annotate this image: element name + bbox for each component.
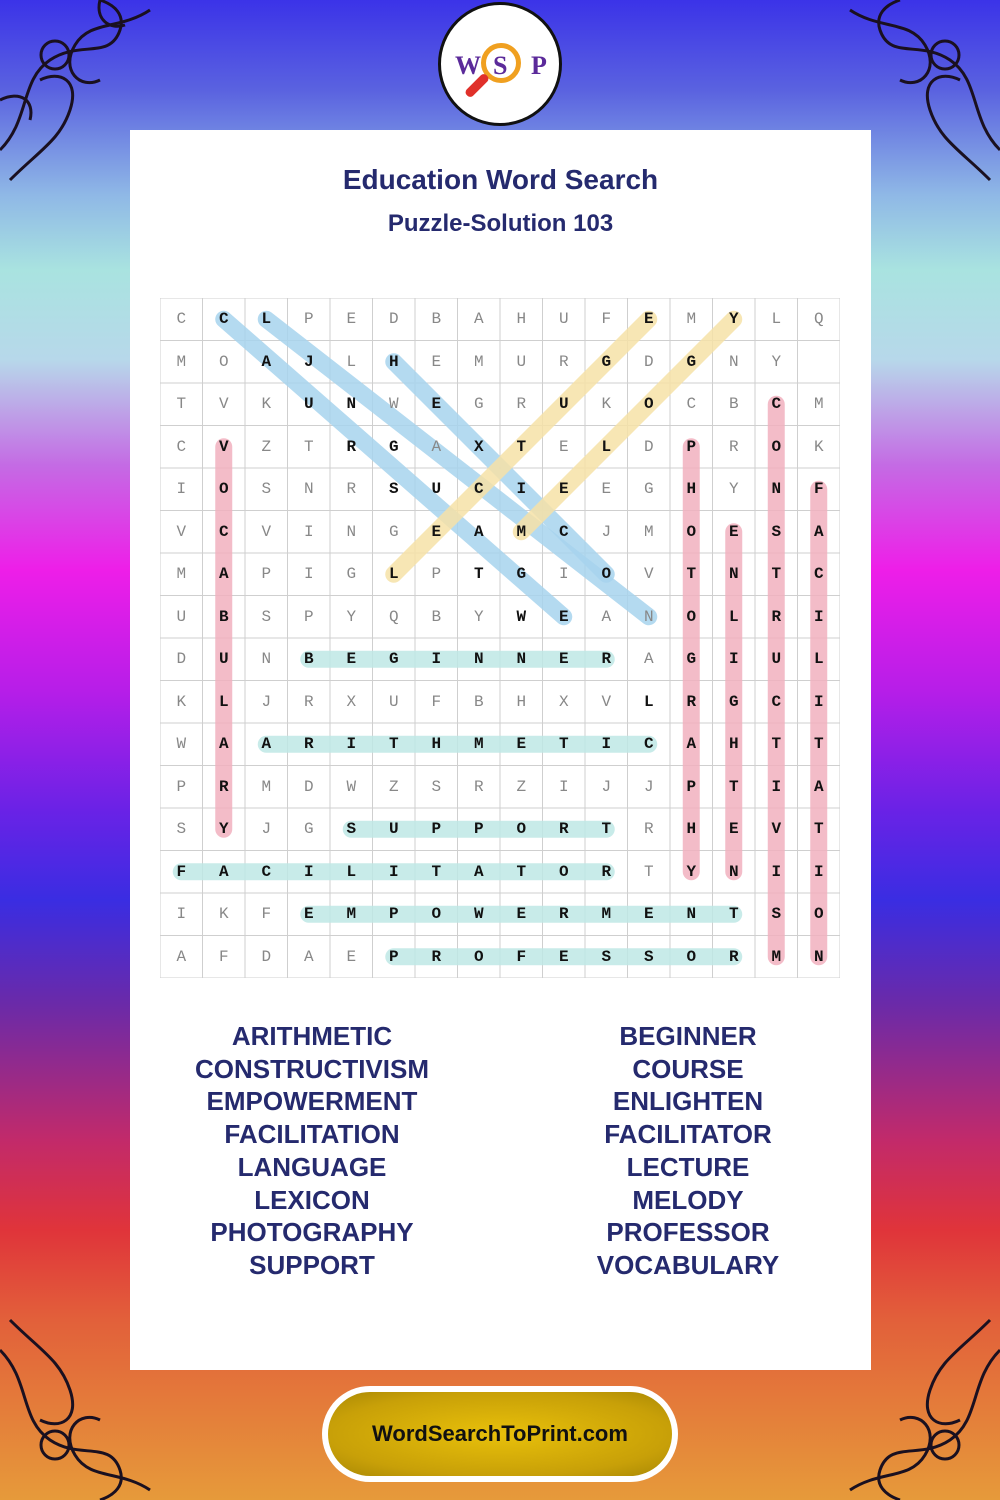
grid-cell[interactable]: G bbox=[346, 565, 357, 583]
grid-cell[interactable]: Z bbox=[261, 437, 272, 456]
grid-cell[interactable]: I bbox=[728, 650, 739, 668]
page-subtitle: Puzzle-Solution 103 bbox=[387, 210, 614, 237]
grid-cell[interactable]: G bbox=[686, 650, 697, 668]
grid-cell[interactable]: S bbox=[771, 522, 782, 541]
grid-cell[interactable]: L bbox=[771, 310, 782, 328]
grid-cell[interactable]: P bbox=[388, 947, 399, 966]
grid-cell[interactable]: F bbox=[218, 947, 229, 966]
grid-cell[interactable]: E bbox=[643, 310, 654, 328]
grid-cell[interactable]: R bbox=[218, 777, 229, 796]
grid-cell[interactable]: A bbox=[473, 310, 484, 328]
grid-cell[interactable]: F bbox=[176, 862, 187, 881]
grid-cell[interactable]: X bbox=[473, 437, 484, 456]
grid-cell[interactable]: P bbox=[303, 310, 314, 328]
grid-cell[interactable]: C bbox=[643, 735, 654, 753]
grid-cell[interactable]: B bbox=[431, 310, 442, 328]
grid-cell[interactable]: P bbox=[686, 437, 697, 456]
grid-cell[interactable]: R bbox=[771, 607, 782, 626]
grid-cell[interactable]: P bbox=[303, 607, 314, 626]
grid-cell[interactable]: C bbox=[771, 692, 782, 711]
grid-cell[interactable]: I bbox=[813, 607, 824, 626]
grid-cell[interactable]: A bbox=[218, 565, 229, 583]
grid-cell[interactable]: H bbox=[388, 352, 399, 371]
grid-cell[interactable]: S bbox=[431, 777, 442, 796]
grid-cell[interactable]: E bbox=[346, 650, 357, 668]
grid-cell[interactable]: G bbox=[643, 480, 654, 498]
grid-cell[interactable]: A bbox=[261, 352, 272, 371]
grid-cell[interactable]: E bbox=[558, 437, 569, 456]
grid-cell[interactable]: T bbox=[516, 437, 527, 456]
grid-cell[interactable]: A bbox=[261, 735, 272, 753]
grid-cell[interactable]: U bbox=[218, 650, 229, 668]
grid-cell[interactable]: M bbox=[176, 352, 187, 371]
grid-cell[interactable]: K bbox=[813, 437, 824, 456]
grid-cell[interactable]: F bbox=[261, 905, 272, 923]
grid-cell[interactable]: R bbox=[558, 905, 569, 923]
grid-cell[interactable]: R bbox=[686, 692, 697, 711]
grid-cell[interactable]: H bbox=[516, 310, 527, 328]
grid-cell[interactable]: L bbox=[346, 862, 357, 881]
grid-cell[interactable]: Y bbox=[728, 480, 739, 498]
grid-cell[interactable]: W bbox=[176, 735, 187, 753]
grid-cell[interactable]: U bbox=[771, 650, 782, 668]
grid-cell[interactable]: O bbox=[558, 862, 569, 881]
grid-cell[interactable]: T bbox=[771, 735, 782, 753]
grid-cell[interactable]: R bbox=[473, 777, 484, 796]
grid-cell[interactable]: N bbox=[728, 565, 739, 583]
grid-cell[interactable]: P bbox=[176, 777, 187, 796]
grid-cell[interactable]: W bbox=[473, 905, 484, 923]
grid-cell[interactable]: E bbox=[516, 905, 527, 923]
grid-cell[interactable]: V bbox=[261, 522, 272, 541]
grid-cell[interactable]: R bbox=[643, 820, 654, 838]
grid-cell[interactable]: N bbox=[728, 352, 739, 371]
grid-cell[interactable]: E bbox=[431, 522, 442, 541]
grid-cell[interactable]: F bbox=[601, 310, 612, 328]
grid-cell[interactable]: T bbox=[728, 777, 739, 796]
grid-cell[interactable]: I bbox=[516, 480, 527, 498]
grid-cell[interactable]: N bbox=[261, 650, 272, 668]
grid-cell[interactable]: E bbox=[558, 947, 569, 966]
word-list-item: COURSE bbox=[632, 1053, 744, 1084]
logo-letter-p: P bbox=[531, 51, 547, 80]
grid-cell[interactable]: H bbox=[686, 820, 697, 838]
grid-cell[interactable]: N bbox=[516, 650, 527, 668]
word-list-item: FACILITATOR bbox=[604, 1119, 772, 1150]
grid-cell[interactable]: J bbox=[643, 777, 654, 796]
grid-cell[interactable]: V bbox=[218, 395, 229, 413]
grid-cell[interactable]: I bbox=[388, 862, 399, 881]
grid-cell[interactable]: C bbox=[218, 310, 229, 328]
grid-cell[interactable]: S bbox=[388, 480, 399, 498]
grid-cell[interactable]: C bbox=[813, 565, 824, 583]
grid-cell[interactable]: R bbox=[728, 437, 739, 456]
page-title: Education Word Search bbox=[342, 164, 659, 195]
grid-cell[interactable]: Z bbox=[516, 777, 527, 796]
grid-cell[interactable]: F bbox=[813, 480, 824, 498]
grid-cell[interactable]: A bbox=[218, 862, 229, 881]
grid-cell[interactable]: T bbox=[303, 437, 314, 456]
grid-cell[interactable]: F bbox=[431, 692, 442, 711]
word-list-item: CONSTRUCTIVISM bbox=[195, 1053, 429, 1084]
grid-cell[interactable]: J bbox=[601, 522, 612, 541]
grid-cell[interactable]: R bbox=[303, 735, 314, 753]
grid-cell[interactable]: L bbox=[813, 650, 824, 668]
grid-cell[interactable]: R bbox=[558, 820, 569, 838]
grid-cell[interactable]: O bbox=[601, 565, 612, 583]
grid-cell[interactable]: E bbox=[728, 820, 739, 838]
grid-cell[interactable]: Y bbox=[346, 607, 357, 626]
grid-cell[interactable]: I bbox=[813, 692, 824, 711]
grid-cell[interactable]: D bbox=[303, 777, 314, 796]
grid-cell[interactable]: L bbox=[388, 565, 399, 583]
grid-cell[interactable]: Q bbox=[388, 607, 399, 626]
grid-cell[interactable]: I bbox=[558, 565, 569, 583]
grid-cell[interactable]: A bbox=[473, 862, 484, 881]
grid-cell[interactable]: N bbox=[728, 862, 739, 881]
grid-cell[interactable]: S bbox=[346, 820, 357, 838]
word-list-item: ARITHMETIC bbox=[231, 1021, 393, 1051]
grid-cell[interactable]: N bbox=[303, 480, 314, 498]
grid-cell[interactable]: L bbox=[346, 352, 357, 371]
grid-cell[interactable]: I bbox=[431, 650, 442, 668]
grid-cell[interactable]: M bbox=[176, 565, 187, 583]
grid-cell[interactable]: M bbox=[516, 522, 527, 541]
grid-cell[interactable]: I bbox=[303, 565, 314, 583]
grid-cell[interactable]: U bbox=[431, 480, 442, 498]
grid-cell[interactable]: X bbox=[346, 692, 357, 711]
grid-cell[interactable]: A bbox=[601, 607, 612, 626]
grid-cell[interactable]: V bbox=[218, 437, 229, 456]
word-list-left bbox=[122, 1020, 502, 1282]
grid-cell[interactable]: O bbox=[643, 395, 654, 413]
grid-cell[interactable]: R bbox=[516, 395, 527, 413]
grid-cell[interactable]: C bbox=[261, 862, 272, 881]
grid-cell[interactable]: G bbox=[303, 820, 314, 838]
grid-cell[interactable]: C bbox=[686, 395, 697, 413]
grid-cell[interactable]: O bbox=[473, 947, 484, 966]
grid-cell[interactable]: O bbox=[813, 905, 824, 923]
grid-cell[interactable]: E bbox=[558, 480, 569, 498]
grid-cell[interactable]: K bbox=[176, 692, 187, 711]
grid-cell[interactable]: P bbox=[686, 777, 697, 796]
grid-cell[interactable]: I bbox=[771, 777, 782, 796]
grid-cell[interactable]: D bbox=[643, 352, 654, 371]
site-logo[interactable] bbox=[438, 2, 562, 126]
grid-cell[interactable]: G bbox=[728, 692, 739, 711]
grid-cell[interactable]: R bbox=[601, 650, 612, 668]
grid-cell[interactable]: M bbox=[473, 735, 484, 753]
grid-cell[interactable]: U bbox=[558, 310, 569, 328]
grid-cell[interactable]: B bbox=[218, 607, 229, 626]
grid-cell[interactable]: E bbox=[431, 352, 442, 371]
grid-cell[interactable]: Y bbox=[728, 310, 739, 328]
grid-cell[interactable]: N bbox=[643, 607, 654, 626]
grid-cell[interactable]: D bbox=[176, 650, 187, 668]
grid-cell[interactable]: O bbox=[686, 522, 697, 541]
grid-cell[interactable]: W bbox=[388, 395, 399, 413]
grid-cell[interactable]: L bbox=[728, 607, 739, 626]
grid-cell[interactable]: O bbox=[686, 947, 697, 966]
grid-cell[interactable]: B bbox=[303, 650, 314, 668]
grid-cell[interactable]: D bbox=[643, 437, 654, 456]
grid-cell[interactable]: A bbox=[303, 947, 314, 966]
grid-cell[interactable]: S bbox=[771, 905, 782, 923]
grid-cell[interactable]: T bbox=[813, 820, 824, 838]
grid-cell[interactable]: R bbox=[303, 692, 314, 711]
word-list-item: LECTURE bbox=[626, 1151, 750, 1182]
grid-cell[interactable]: N bbox=[473, 650, 484, 668]
grid-cell[interactable]: T bbox=[473, 565, 484, 583]
grid-cell[interactable]: I bbox=[601, 735, 612, 753]
grid-cell[interactable]: L bbox=[261, 310, 272, 328]
grid-cell[interactable]: O bbox=[771, 437, 782, 456]
grid-cell[interactable]: R bbox=[346, 480, 357, 498]
grid-cell[interactable]: K bbox=[218, 905, 229, 923]
grid-cell[interactable]: M bbox=[686, 310, 697, 328]
grid-cell[interactable]: R bbox=[558, 352, 569, 371]
grid-cell[interactable]: L bbox=[218, 692, 229, 711]
grid-cell[interactable]: N bbox=[771, 480, 782, 498]
grid-cell[interactable]: M bbox=[771, 947, 782, 966]
grid-cell[interactable]: I bbox=[303, 862, 314, 881]
grid-cell[interactable]: U bbox=[516, 352, 527, 371]
grid-cell[interactable]: U bbox=[388, 692, 399, 711]
grid-cell[interactable]: J bbox=[303, 352, 314, 371]
grid-cell[interactable]: A bbox=[176, 947, 187, 966]
grid-cell[interactable]: E bbox=[558, 650, 569, 668]
grid-cell[interactable]: O bbox=[686, 607, 697, 626]
grid-cell[interactable]: S bbox=[261, 607, 272, 626]
grid-cell[interactable]: M bbox=[261, 777, 272, 796]
grid-cell[interactable]: V bbox=[771, 820, 782, 838]
grid-cell[interactable]: C bbox=[218, 522, 229, 541]
grid-cell[interactable]: T bbox=[771, 565, 782, 583]
word-search-grid bbox=[160, 298, 840, 978]
logo-letter-s: S bbox=[493, 51, 508, 80]
grid-cell[interactable]: E bbox=[346, 310, 357, 328]
grid-cell[interactable]: V bbox=[176, 522, 187, 541]
grid-cell[interactable]: E bbox=[346, 947, 357, 966]
grid-cell[interactable]: T bbox=[558, 735, 569, 753]
grid-cell[interactable]: E bbox=[303, 905, 314, 923]
grid-cell[interactable]: D bbox=[388, 310, 399, 328]
grid-cell[interactable]: M bbox=[813, 395, 824, 413]
grid-cell[interactable]: D bbox=[261, 947, 272, 966]
grid-cell[interactable]: P bbox=[473, 820, 484, 838]
grid-cell[interactable]: M bbox=[473, 352, 484, 371]
word-list-item: FACILITATION bbox=[224, 1119, 400, 1150]
grid-cell[interactable]: A bbox=[686, 735, 697, 753]
grid-cell[interactable]: T bbox=[388, 735, 399, 753]
grid-cell[interactable]: E bbox=[558, 607, 569, 626]
grid-cell[interactable]: R bbox=[728, 947, 739, 966]
grid-cell[interactable]: P bbox=[388, 905, 399, 923]
grid-cell[interactable]: C bbox=[558, 522, 569, 541]
grid-cell[interactable]: A bbox=[473, 522, 484, 541]
grid-cell[interactable]: N bbox=[346, 522, 357, 541]
grid-cell[interactable]: R bbox=[431, 947, 442, 966]
word-list-item: EMPOWERMENT bbox=[206, 1086, 418, 1117]
grid-cell[interactable]: M bbox=[346, 905, 357, 923]
grid-cell[interactable]: G bbox=[516, 565, 527, 583]
grid-cell[interactable]: G bbox=[388, 437, 399, 456]
grid-cell[interactable]: T bbox=[643, 862, 654, 881]
grid-cell[interactable]: E bbox=[643, 905, 654, 923]
grid-cell[interactable]: A bbox=[431, 437, 442, 456]
grid-cell[interactable]: Y bbox=[218, 820, 229, 838]
site-link-label: WordSearchToPrint.com bbox=[328, 1392, 672, 1476]
word-list-item: LANGUAGE bbox=[237, 1151, 387, 1182]
grid-cell[interactable]: A bbox=[218, 735, 229, 753]
grid-cell[interactable]: S bbox=[643, 947, 654, 966]
grid-cell[interactable]: C bbox=[771, 395, 782, 413]
grid-cell[interactable]: I bbox=[176, 905, 187, 923]
word-list-right bbox=[498, 1020, 878, 1282]
grid-cell[interactable]: K bbox=[601, 395, 612, 413]
grid-cell[interactable]: U bbox=[558, 395, 569, 413]
grid-cell[interactable]: G bbox=[388, 650, 399, 668]
logo-letter-w: W bbox=[455, 51, 481, 80]
grid-cell[interactable]: T bbox=[728, 905, 739, 923]
grid-cell[interactable]: G bbox=[473, 395, 484, 413]
grid-cell[interactable]: I bbox=[346, 735, 357, 753]
grid-cell[interactable]: O bbox=[218, 352, 229, 371]
grid-cell[interactable]: H bbox=[686, 480, 697, 498]
grid-cell[interactable]: W bbox=[346, 777, 357, 796]
grid-cell[interactable]: J bbox=[261, 820, 272, 838]
word-list-item: PROFESSOR bbox=[606, 1217, 770, 1248]
word-list-item: VOCABULARY bbox=[596, 1249, 780, 1280]
grid-cell[interactable]: T bbox=[431, 862, 442, 881]
grid-cell[interactable]: X bbox=[558, 692, 569, 711]
grid-cell[interactable]: T bbox=[516, 862, 527, 881]
grid-cell[interactable]: U bbox=[303, 395, 314, 413]
grid-cell[interactable]: Q bbox=[813, 310, 824, 328]
grid-cell[interactable]: H bbox=[431, 735, 442, 753]
grid-cell[interactable]: E bbox=[728, 522, 739, 541]
grid-cell[interactable]: G bbox=[601, 352, 612, 371]
word-list-item: BEGINNER bbox=[619, 1021, 757, 1051]
grid-cell[interactable]: U bbox=[176, 607, 187, 626]
grid-cell[interactable]: S bbox=[601, 947, 612, 966]
grid-cell[interactable]: O bbox=[431, 905, 442, 923]
grid-cell[interactable]: I bbox=[558, 777, 569, 796]
grid-cell[interactable]: E bbox=[516, 735, 527, 753]
grid-cell[interactable]: T bbox=[686, 565, 697, 583]
word-list-item: ENLIGHTEN bbox=[612, 1086, 764, 1117]
grid-cell[interactable]: W bbox=[516, 607, 527, 626]
grid-cell[interactable]: N bbox=[686, 905, 697, 923]
grid-cell[interactable]: T bbox=[176, 395, 187, 413]
word-list-item: PHOTOGRAPHY bbox=[210, 1217, 414, 1248]
grid-cell[interactable]: K bbox=[261, 395, 272, 413]
grid-cell[interactable]: V bbox=[601, 692, 612, 711]
grid-cell[interactable]: G bbox=[388, 522, 399, 541]
grid-cell[interactable]: I bbox=[176, 480, 187, 498]
grid-cell[interactable]: B bbox=[728, 395, 739, 413]
grid-cell[interactable]: S bbox=[261, 480, 272, 498]
grid-cell[interactable]: U bbox=[388, 820, 399, 838]
grid-cell[interactable]: R bbox=[346, 437, 357, 456]
word-list-item: SUPPORT bbox=[249, 1249, 375, 1280]
grid-cell[interactable]: I bbox=[813, 862, 824, 881]
grid-cell[interactable]: H bbox=[728, 735, 739, 753]
grid-cell[interactable]: V bbox=[643, 565, 654, 583]
grid-cell[interactable]: J bbox=[261, 692, 272, 711]
grid-cell[interactable]: A bbox=[813, 777, 824, 796]
grid-cell[interactable]: Y bbox=[473, 607, 484, 626]
grid-cell[interactable]: G bbox=[686, 352, 697, 371]
grid-cell[interactable]: B bbox=[473, 692, 484, 711]
grid-cell[interactable]: F bbox=[516, 947, 527, 966]
grid-cell[interactable]: I bbox=[771, 862, 782, 881]
grid-cell[interactable]: P bbox=[261, 565, 272, 583]
grid-cell[interactable]: S bbox=[176, 820, 187, 838]
word-list-item: LEXICON bbox=[254, 1184, 370, 1215]
grid-cell[interactable]: P bbox=[431, 820, 442, 838]
grid-cell[interactable]: R bbox=[601, 862, 612, 881]
grid-cell[interactable]: Y bbox=[771, 352, 782, 371]
grid-cell[interactable]: I bbox=[303, 522, 314, 541]
grid-cell[interactable]: J bbox=[601, 777, 612, 796]
grid-cell[interactable]: T bbox=[813, 735, 824, 753]
grid-cell[interactable]: N bbox=[813, 947, 824, 966]
grid-cell[interactable]: H bbox=[516, 692, 527, 711]
grid-cell[interactable]: A bbox=[813, 522, 824, 541]
grid-cell[interactable]: N bbox=[346, 395, 357, 413]
grid-cell[interactable]: E bbox=[601, 480, 612, 498]
grid-cell[interactable]: M bbox=[643, 522, 654, 541]
site-link-button[interactable] bbox=[322, 1386, 678, 1482]
grid-cell[interactable]: C bbox=[473, 480, 484, 498]
grid-cell[interactable]: P bbox=[431, 565, 442, 583]
grid-cell[interactable]: O bbox=[218, 480, 229, 498]
grid-cell[interactable]: L bbox=[643, 692, 654, 711]
word-list-item: MELODY bbox=[632, 1184, 744, 1215]
grid-cell[interactable]: E bbox=[431, 395, 442, 413]
grid-cell[interactable]: O bbox=[516, 820, 527, 838]
grid-cell[interactable]: Z bbox=[388, 777, 399, 796]
grid-cell[interactable]: A bbox=[643, 650, 654, 668]
grid-cell[interactable]: M bbox=[601, 905, 612, 923]
grid-cell[interactable]: L bbox=[601, 437, 612, 456]
grid-cell[interactable]: Y bbox=[686, 862, 697, 881]
grid-cell[interactable]: T bbox=[601, 820, 612, 838]
grid-cell[interactable]: B bbox=[431, 607, 442, 626]
grid-cell[interactable]: C bbox=[176, 310, 187, 328]
grid-cell[interactable]: C bbox=[176, 437, 187, 456]
